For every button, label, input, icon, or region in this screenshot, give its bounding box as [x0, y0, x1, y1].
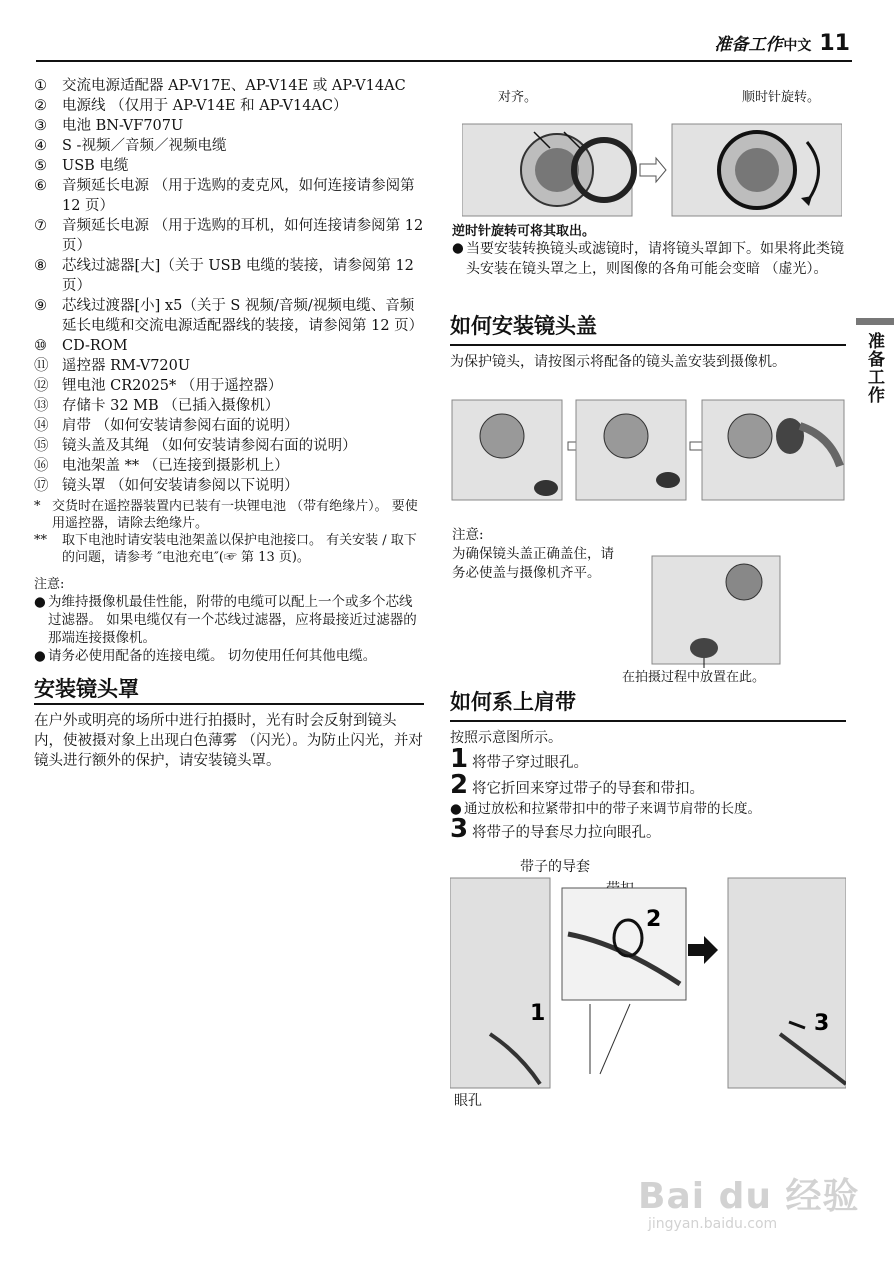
footnote: ** 取下电池时请安装电池架盖以保护电池接口。 有关安装 / 取下的问题，请参考 ″电池充电″(☞ 第 13 页)。 — [34, 533, 417, 565]
lens-hood-illustration — [462, 120, 842, 220]
strap-intro: 按照示意图所示。 — [450, 730, 562, 746]
note-label: 注意: — [452, 527, 484, 543]
footnote: * 交货时在遥控器装置内已装有一块锂电池 （带有绝缘片）。 要使用遥控器，请除去绝缘片。 — [34, 499, 418, 531]
lens-cap-note — [452, 526, 622, 583]
hood-bullet: ● 当要安装转换镜头或滤镜时，请将镜头罩卸下。如果将此类镜头安装在镜头罩之上，则图像的各角可能会变暗 （虚光）。 — [452, 240, 844, 277]
list-item: ② 电源线 （仅用于 AP-V14E 和 AP-V14AC） — [34, 98, 348, 114]
list-item: ⑫ 锂电池 CR2025* （用于遥控器） — [34, 378, 283, 394]
note-bullet: ● 为维持摄像机最佳性能，附带的电缆可以配上一个或多个芯线过滤器。 如果电缆仅有一个芯线过滤器，应将最接近过滤器的那端连接摄像机。 — [34, 594, 417, 646]
page-header — [714, 30, 850, 56]
eyelet-label: 眼孔 — [454, 1093, 482, 1109]
section-title: 准备工作 — [714, 35, 783, 55]
callout-3: 3 — [814, 1011, 830, 1036]
arrow-right-icon — [688, 936, 718, 964]
note-body: 为确保镜头盖正确盖住，请务必使盖与摄像机齐平。 — [452, 546, 614, 581]
list-item: ⑯ 电池架盖 ** （已连接到摄影机上） — [34, 458, 289, 474]
watermark-url: jingyan.baidu.com — [648, 1216, 778, 1232]
lens-hood-heading: 安装镜头罩 — [34, 679, 424, 705]
lens-image — [728, 414, 772, 458]
guide-label: 带子的导套 — [520, 859, 590, 875]
list-item: ① 交流电源适配器 AP-V17E、AP-V14E 或 AP-V14AC — [34, 78, 406, 94]
strap-step: 1 将带子穿过眼孔。 — [450, 744, 588, 774]
strap-heading: 如何系上肩带 — [450, 686, 846, 722]
watermark — [638, 1168, 860, 1232]
lens-cap-image — [656, 472, 680, 488]
footnotes — [34, 498, 424, 566]
list-item: ③ 电池 BN-VF707U — [34, 118, 184, 134]
strap-step: 3 将带子的导套尽力拉向眼孔。 — [450, 814, 661, 844]
strap-step: 2 将它折回来穿过带子的导套和带扣。 — [450, 770, 704, 800]
lens-cap-body: 为保护镜头，请按图示将配备的镜头盖安装到摄像机。 — [450, 354, 786, 370]
remove-note: 逆时针旋转可将其取出。 — [452, 224, 596, 239]
list-item: ⑤ USB 电缆 — [34, 158, 129, 174]
place-caption: 在拍摄过程中放置在此。 — [622, 670, 766, 685]
lens-image — [604, 414, 648, 458]
header-rule — [36, 60, 852, 62]
list-item: ⑦ 音频延长电源 （用于选购的耳机，如何连接请参阅第 12 页） — [34, 218, 424, 254]
lens-cap-heading: 如何安装镜头盖 — [450, 310, 846, 346]
note-bullet: ● 请务必使用配备的连接电缆。 切勿使用任何其他电缆。 — [34, 648, 377, 664]
lens-cap-image — [690, 638, 718, 658]
lens-cap-image — [534, 480, 558, 496]
note-label: 注意: — [34, 577, 65, 592]
strap-illustration — [450, 874, 846, 1098]
lens-hood-section — [34, 679, 424, 771]
list-item: ④ S -视频／音频／视频电缆 — [34, 138, 227, 154]
arrow-right-icon — [640, 158, 666, 182]
list-item: ⑩ CD-ROM — [34, 338, 128, 354]
side-tab-bar — [856, 318, 894, 325]
left-column — [34, 76, 424, 771]
page-number: 11 — [819, 31, 850, 56]
callout-1: 1 — [530, 1001, 546, 1026]
buckle-detail-box — [562, 888, 686, 1000]
lens-image — [480, 414, 524, 458]
strap-bullet: ● 通过放松和拉紧带扣中的带子来调节肩带的长度。 — [450, 801, 761, 817]
lens-image — [726, 564, 762, 600]
list-item: ⑪ 遥控器 RM-V720U — [34, 358, 191, 374]
rotate-caption: 顺时针旋转。 — [742, 90, 821, 105]
list-item: ⑥ 音频延长电源 （用于选购的麦克风，如何连接请参阅第 12 页） — [34, 178, 415, 214]
list-item: ⑬ 存储卡 32 MB （已插入摄像机） — [34, 398, 280, 414]
left-note — [34, 576, 424, 665]
strap-section — [450, 686, 846, 844]
callout-2: 2 — [646, 907, 662, 932]
lens-cap-section — [450, 310, 846, 372]
lens-cap-image — [776, 418, 804, 454]
list-item: ⑭ 肩带 （如何安装请参阅右面的说明） — [34, 418, 299, 434]
camcorder-image — [728, 878, 846, 1088]
lens-cap-illustration — [450, 396, 846, 506]
side-tab-label: 准备工作 — [864, 332, 884, 404]
list-item: ⑧ 芯线过滤器[大]（关于 USB 电缆的装接，请参阅第 12 页） — [34, 258, 414, 294]
list-item: ⑰ 镜头罩 （如何安装请参阅以下说明） — [34, 478, 299, 494]
camcorder-image — [702, 400, 844, 500]
lens-glass — [735, 148, 779, 192]
list-item: ⑨ 芯线过渡器[小] x5（关于 S 视频/音频/视频电缆、音频延长电缆和交流电源适配器线的装接，请参阅第 12 页） — [34, 298, 424, 334]
watermark-logo: Bai du 经验 — [638, 1176, 860, 1217]
lens-hood-body: 在户外或明亮的场所中进行拍摄时，光有时会反射到镜头内，使被摄对象上出现白色薄雾 （闪光）。为防止闪光，并对镜头进行额外的保护，请安装镜头罩。 — [34, 713, 423, 769]
camcorder-image — [450, 878, 550, 1088]
lens-cap-placed-illustration — [646, 550, 786, 670]
list-item: ⑮ 镜头盖及其绳 （如何安装请参阅右面的说明） — [34, 438, 357, 454]
language-label: 中文 — [783, 38, 812, 54]
align-caption: 对齐。 — [498, 90, 538, 105]
accessory-list — [34, 76, 424, 496]
